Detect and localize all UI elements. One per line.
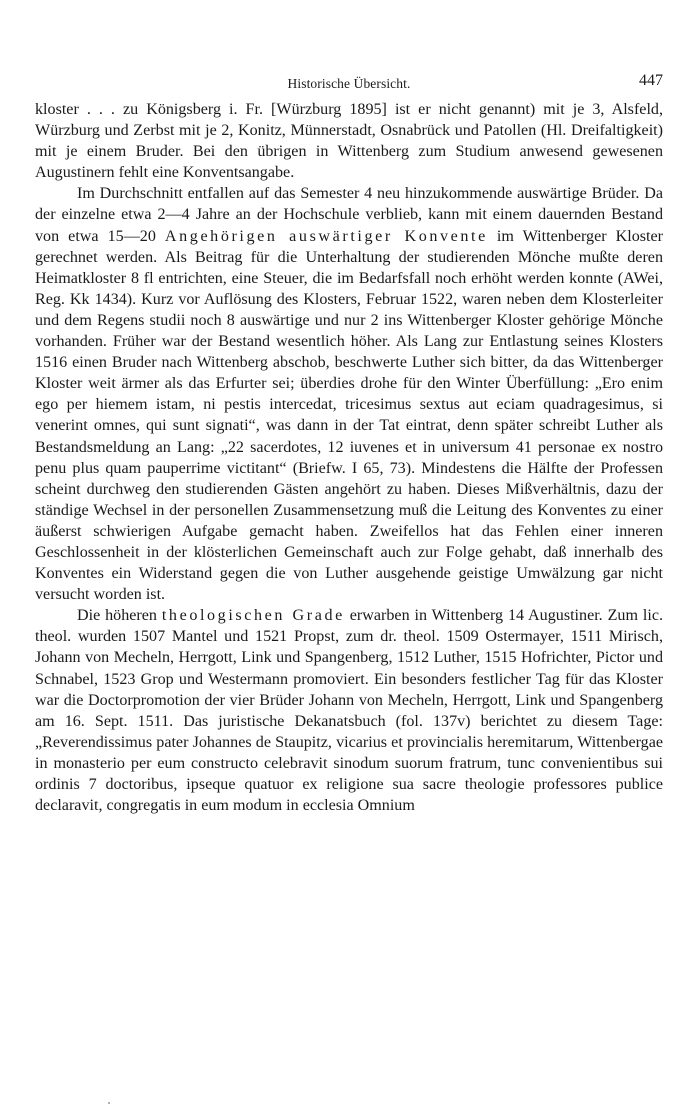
paragraph-2 — [35, 183, 663, 605]
paragraph-text: Im Durchschnitt entfallen auf das Semester 4 neu hinzukommende auswärtige Brüder. Da der einzelne etwa 2—4 Jahre an der Hochschule verblieb, kann mit einem dauernden Bestand von etwa 15—20 — [35, 185, 663, 245]
paragraph-1 — [35, 99, 663, 183]
page-number: 447 — [639, 72, 663, 89]
scan-speck — [108, 1102, 110, 1104]
paragraph-text: erwarben in Wittenberg 14 Augustiner. Zum lic. theol. wurden 1507 Mantel und 1521 Propst, zum dr. theol. 1509 Ostermayer, 1511 Mirisch, Johann von Mecheln, Herrgott, Link und Spangenberg, 1512 Luther, 1515 Hofrichter, Pictor und Schnabel, 1523 Grop und Westermann promoviert. Ein besonders festlicher Tag für das Kloster war die Doctorpromotion der vier Brüder Johann von Mecheln, Herrgott, Link und Spangenberg am 16. Sept. 1511. Das juristische Dekanatsbuch (fol. 137v) berichtet zu diesem Tage: „Reverendissimus pater Johannes de Staupitz, vicarius et provincialis heremitarum, Wittenbergae in monasterio per eum constructo celebravit sinodum suorum fratrum, tunc convenientibus sui ordinis 7 doctoribus, ipseque quatuor ex religione sua sacre theologie professores publice declaravit, congregatis in eum modum in ecclesia Omnium — [35, 607, 663, 815]
paragraph-text: kloster . . . zu Königsberg i. Fr. [Würzburg 1895] ist er nicht genannt) mit je 3, Alsfeld, Würzburg und Zerbst mit je 2, Konitz, Münnerstadt, Osnabrück und Patollen (Hl. Dreifaltigkeit) mit je einem Bruder. Bei den übrigen in Wittenberg zum Studium anwesend gewesenen Augustinern fehlt eine Konventsangabe. — [35, 101, 663, 182]
running-title: Historische Übersicht. — [287, 76, 411, 91]
paragraph-text: im Wittenberger Kloster gerechnet werden. Als Beitrag für die Unterhaltung der studierenden Mönche mußte deren Heimatkloster 8 fl entrichten, eine Steuer, die im Bedarfsfall noch erhöht werden konnte (AWei, Reg. Kk 1434). Kurz vor Auflösung des Klosters, Februar 1522, waren neben dem Klosterleiter und dem Regens studii noch 8 auswärtige und nur 2 ins Wittenberger Kloster gehörige Mönche vorhanden. Früher war der Bestand wesentlich höher. Als Lang zur Entlastung seines Klosters 1516 einen Bruder nach Wittenberg abschob, beschwerte Luther sich bitter, da das Wittenberger Kloster weit ärmer als das Erfurter sei; überdies drohe für den Winter Überfüllung: „Ero enim ego per hiemem istam, ni pestis intercedat, tricesimus sextus aut eciam quadragesimus, si venerint omnes, qui sunt signati“, was dann in der Tat eintrat, denn später schreibt Luther als Bestandsmeldung an Lang: „22 sacerdotes, 12 iuvenes et in universum 41 personae ex nostro penu plus quam pauperrime victitant“ (Briefw. I 65, 73). Mindestens die Hälfte der Professen scheint durchweg den studierenden Gästen angehört zu haben. Dieses Mißverhältnis, dazu der ständige Wechsel in der personellen Zusammensetzung muß die Leitung des Konventes zu einer äußerst schwierigen Aufgabe gemacht haben. Zweifellos hat das Fehlen einer inneren Geschlossenheit in der klösterlichen Gemeinschaft auch zur Folge gehabt, daß innerhalb des Konventes ein Widerstand gegen die von Luther ausgehende geistige Umwälzung gar nicht versucht worden ist. — [35, 227, 664, 604]
paragraph-3 — [35, 605, 663, 816]
paragraph-text: Die höheren — [77, 607, 162, 625]
spaced-emphasis: Angehörigen auswärtiger Konvente — [164, 227, 488, 245]
page-header — [35, 72, 663, 94]
body-text — [35, 99, 663, 816]
spaced-emphasis: theologischen Grade — [161, 607, 345, 625]
